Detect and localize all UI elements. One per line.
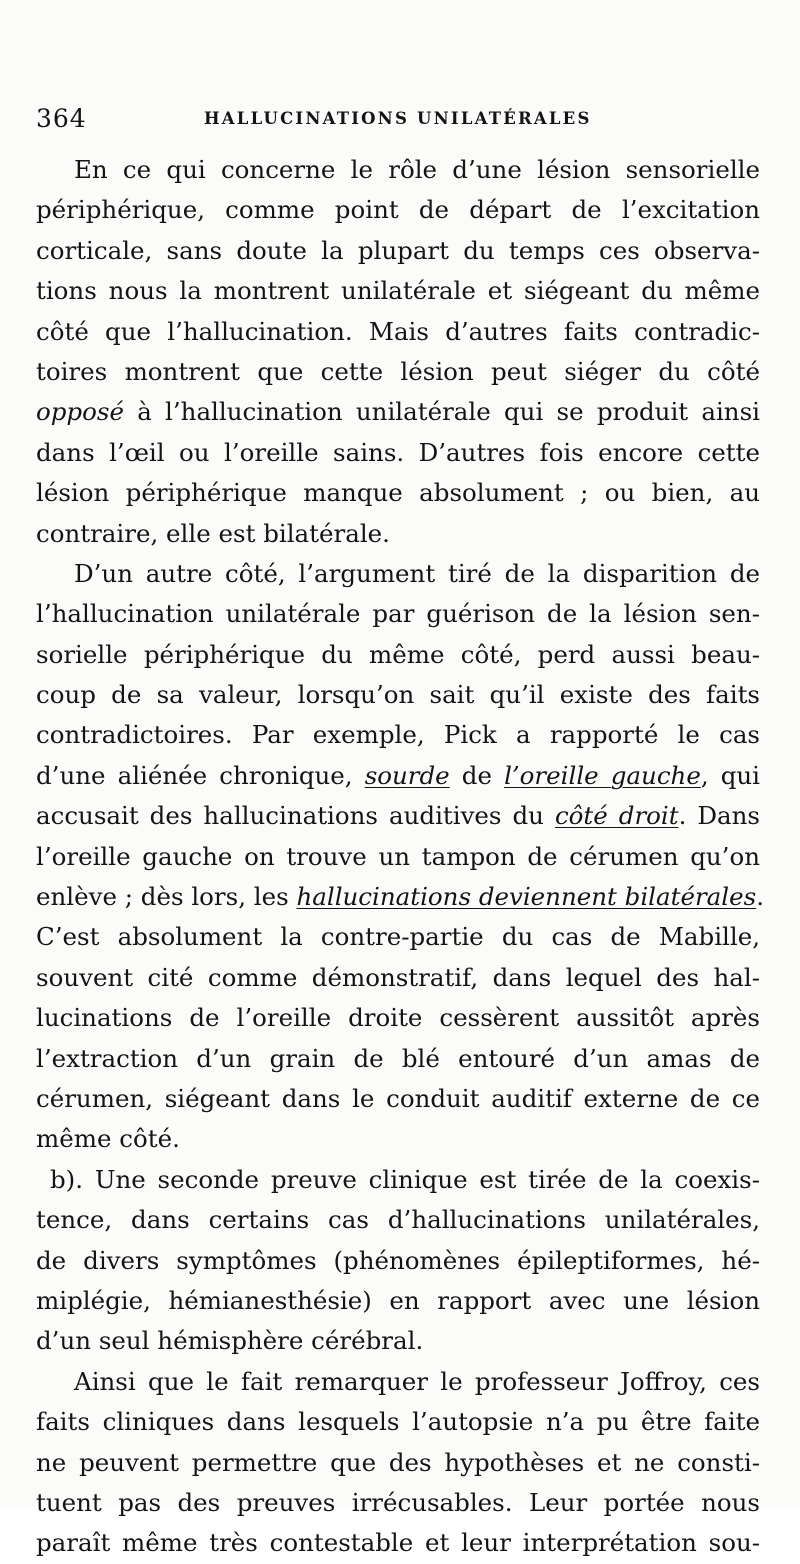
text-line bbox=[36, 392, 760, 432]
text-line bbox=[36, 756, 760, 796]
text-segment: Ainsi que le fait remarquer le professeur Joffroy, ces bbox=[74, 1366, 760, 1396]
text-line bbox=[36, 1200, 760, 1240]
text-line bbox=[36, 917, 760, 957]
text-segment: l’hallucination unilatérale par guérison de la lésion sen- bbox=[36, 599, 760, 629]
page-header bbox=[36, 104, 756, 136]
text-segment: D’un autre côté, l’argument tiré de la disparition de bbox=[74, 558, 760, 588]
text-line bbox=[36, 837, 760, 877]
text-line bbox=[36, 1321, 760, 1361]
text-segment: lésion périphérique manque absolument ; ou bien, au bbox=[36, 478, 760, 508]
text-line bbox=[36, 998, 760, 1038]
text-line bbox=[36, 1119, 760, 1159]
italic-text: opposé bbox=[36, 397, 124, 427]
text-segment: . Dans bbox=[678, 801, 760, 831]
text-line bbox=[36, 1523, 760, 1563]
text-segment: b). Une seconde preuve clinique est tirée de la coexis- bbox=[50, 1164, 760, 1194]
text-line bbox=[36, 433, 760, 473]
italic-text: l’oreille gauche bbox=[504, 760, 701, 790]
text-segment: sorielle périphérique du même côté, perd aussi beau- bbox=[36, 639, 760, 669]
text-line bbox=[36, 231, 760, 271]
text-segment: coup de sa valeur, lorsqu’on sait qu’il existe des faits bbox=[36, 680, 760, 710]
text-segment: à l’hallucination unilatérale qui se produit ainsi bbox=[123, 397, 760, 427]
italic-text: sourde bbox=[364, 760, 450, 790]
text-line bbox=[36, 150, 760, 190]
text-segment: accusait des hallucinations auditives du bbox=[36, 801, 555, 831]
text-segment: souvent cité comme démonstratif, dans lequel des hal- bbox=[36, 962, 760, 992]
text-segment: cérumen, siégeant dans le conduit auditif externe de ce bbox=[36, 1083, 760, 1113]
text-segment: tence, dans certains cas d’hallucinations unilatérales, bbox=[36, 1205, 760, 1235]
text-segment: C’est absolument la contre-partie du cas de Mabille, bbox=[36, 922, 760, 952]
text-line bbox=[36, 1443, 760, 1483]
text-segment: d’un seul hémisphère cérébral. bbox=[36, 1326, 424, 1356]
text-line bbox=[36, 877, 764, 917]
text-line bbox=[36, 473, 760, 513]
text-line bbox=[36, 554, 760, 594]
text-line bbox=[36, 796, 760, 836]
italic-text: hallucinations deviennent bilatérales bbox=[296, 882, 757, 912]
text-segment: contraire, elle est bilatérale. bbox=[36, 518, 390, 548]
text-segment: l’oreille gauche on trouve un tampon de cérumen qu’on bbox=[36, 841, 760, 871]
text-line bbox=[36, 1402, 760, 1442]
text-line bbox=[36, 1483, 760, 1523]
italic-text: côté droit bbox=[554, 801, 679, 831]
text-line bbox=[36, 1241, 760, 1281]
text-segment: côté que l’hallucination. Mais d’autres faits contradic- bbox=[36, 316, 760, 346]
text-line bbox=[36, 190, 760, 230]
text-line bbox=[36, 1160, 760, 1200]
text-line bbox=[36, 675, 760, 715]
text-segment: toires montrent que cette lésion peut siéger du côté bbox=[36, 356, 760, 386]
text-segment: . bbox=[756, 882, 764, 912]
text-line bbox=[36, 1362, 760, 1402]
text-segment: de divers symptômes (phénomènes épileptiformes, hé- bbox=[36, 1245, 760, 1275]
text-segment: contradictoires. Par exemple, Pick a rapporté le cas bbox=[36, 720, 760, 750]
text-segment: corticale, sans doute la plupart du temps ces observa- bbox=[36, 235, 760, 265]
text-line bbox=[36, 514, 760, 554]
text-line bbox=[36, 312, 760, 352]
text-segment: même côté. bbox=[36, 1124, 180, 1154]
text-segment: périphérique, comme point de départ de l’excitation bbox=[36, 195, 760, 225]
text-line bbox=[36, 1039, 760, 1079]
text-line bbox=[36, 1079, 760, 1119]
text-segment: En ce qui concerne le rôle d’une lésion sensorielle bbox=[74, 155, 760, 184]
page-number: 364 bbox=[36, 104, 87, 133]
text-segment: , qui bbox=[700, 760, 761, 790]
text-line bbox=[36, 958, 760, 998]
text-line bbox=[36, 1281, 760, 1321]
text-line bbox=[36, 715, 760, 755]
body-text bbox=[36, 150, 764, 1564]
text-segment: dans l’œil ou l’oreille sains. D’autres fois encore cette bbox=[36, 437, 760, 467]
text-segment: tuent pas des preuves irrécusables. Leur portée nous bbox=[36, 1487, 760, 1517]
text-line bbox=[36, 594, 760, 634]
text-segment: miplégie, hémianesthésie) en rapport avec une lésion bbox=[36, 1285, 760, 1315]
text-segment: d’une aliénée chronique, bbox=[36, 760, 365, 790]
running-title: HALLUCINATIONS UNILATÉRALES bbox=[204, 109, 592, 128]
text-line bbox=[36, 271, 760, 311]
text-segment: lucinations de l’oreille droite cessèrent aussitôt après bbox=[36, 1003, 760, 1033]
text-segment: faits cliniques dans lesquels l’autopsie n’a pu être faite bbox=[36, 1407, 760, 1437]
text-segment: de bbox=[449, 760, 505, 790]
text-segment: enlève ; dès lors, les bbox=[36, 882, 297, 912]
text-segment: l’extraction d’un grain de blé entouré d’un amas de bbox=[36, 1043, 760, 1073]
text-line bbox=[36, 635, 760, 675]
text-segment: tions nous la montrent unilatérale et siégeant du même bbox=[36, 276, 760, 306]
text-segment: ne peuvent permettre que des hypothèses et ne consti- bbox=[36, 1447, 760, 1477]
text-segment: paraît même très contestable et leur interprétation sou- bbox=[36, 1528, 760, 1558]
text-line bbox=[36, 352, 760, 392]
